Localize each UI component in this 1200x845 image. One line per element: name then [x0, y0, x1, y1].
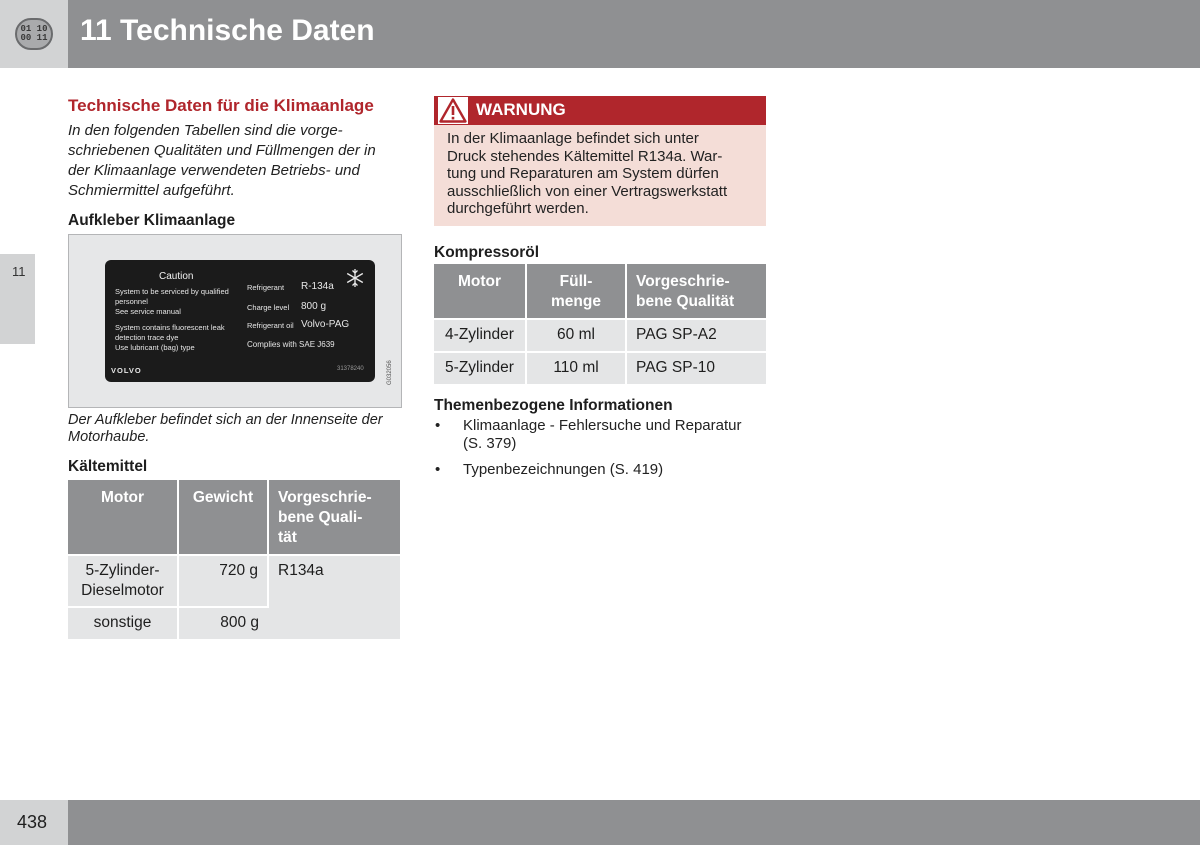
warning-line: Druck stehendes Kältemittel R134a. War-: [447, 147, 723, 165]
sticker-text: personnel: [115, 297, 148, 306]
cell-weight: 800 g: [178, 607, 268, 640]
cell-weight: 720 g: [178, 555, 268, 607]
sticker-oil-value: Volvo-PAG: [301, 319, 350, 330]
warning-title: WARNUNG: [476, 100, 566, 119]
column-header-quality: [268, 480, 400, 555]
column-header-weight: Gewicht: [178, 480, 268, 555]
chapter-icon-line: 00 11: [20, 33, 48, 43]
chapter-data-icon: [15, 18, 53, 50]
cell-line: Dieselmotor: [81, 582, 164, 599]
caption-line: Der Aufkleber befindet sich an der Innenseite der: [68, 412, 383, 428]
section-title: Technische Daten für die Klimaanlage: [68, 96, 374, 115]
chapter-side-tab: [0, 254, 35, 344]
sticker-text: System contains fluorescent leak: [115, 323, 225, 332]
page-title: 11 Technische Daten: [80, 14, 375, 47]
bullet-icon: •: [435, 417, 441, 434]
sticker-compliance: Complies with SAE J639: [247, 340, 335, 349]
snowflake-icon: [345, 268, 365, 288]
intro-line: In den folgenden Tabellen sind die vorge-: [68, 122, 343, 139]
warning-triangle-icon: [438, 97, 468, 124]
cell-amount: 60 ml: [526, 319, 626, 352]
cell-motor: 4-Zylinder: [434, 319, 526, 352]
warning-box: [434, 96, 766, 226]
header-line: bene Qualität: [636, 293, 735, 310]
cell-motor: 5-Zylinder: [434, 352, 526, 385]
header-line: Vorgeschrie-: [636, 273, 730, 290]
chapter-icon-line: 01 10: [20, 24, 48, 34]
table-row: [434, 352, 766, 385]
related-links-list: [434, 417, 774, 487]
sticker-caution: Caution: [159, 271, 194, 282]
intro-line: der Klimaanlage verwendeten Betriebs- und: [68, 162, 360, 179]
column-header-quality: [626, 264, 766, 319]
column-header-motor: Motor: [68, 480, 178, 555]
header-icon-area: [0, 0, 68, 68]
page-number: 438: [17, 812, 48, 832]
warning-text: [447, 130, 759, 218]
cell-line: 5-Zylinder-: [85, 562, 160, 579]
sticker-text: See service manual: [115, 307, 181, 316]
related-heading: Themenbezogene Informationen: [434, 397, 673, 414]
page-header: [0, 0, 1200, 68]
compressor-heading: Kompressoröl: [434, 244, 540, 261]
refrigerant-heading: Kältemittel: [68, 458, 148, 475]
compressor-oil-table: [434, 264, 766, 386]
sticker-brand: VOLVO: [111, 366, 142, 375]
header-line: Vorgeschrie-: [278, 489, 372, 506]
cell-motor: sonstige: [68, 607, 178, 640]
bullet-icon: •: [435, 461, 441, 478]
sticker-text: Use lubricant (bag) type: [115, 343, 195, 352]
sticker-image: [68, 234, 402, 408]
warning-sign-area: [438, 97, 468, 124]
table-row: [68, 555, 400, 607]
sticker-refrigerant-label: Refrigerant: [247, 283, 285, 292]
chapter-tab-label: 11: [12, 264, 26, 279]
related-link-item[interactable]: [434, 461, 774, 479]
column-header-motor: Motor: [434, 264, 526, 319]
table-row: [434, 319, 766, 352]
refrigerant-table: [68, 480, 400, 641]
cell-motor: [68, 555, 178, 607]
link-text: Typenbezeichnungen (S. 419): [463, 461, 664, 478]
header-line: Füll-: [559, 273, 593, 290]
sticker-heading: Aufkleber Klimaanlage: [68, 212, 236, 229]
column-header-amount: [526, 264, 626, 319]
warning-header: [434, 96, 766, 125]
link-page-ref: (S. 379): [463, 435, 517, 452]
warning-line: tung und Reparaturen am System dürfen: [447, 165, 719, 182]
cell-quality: R134a: [268, 555, 400, 640]
table-header-row: [68, 480, 400, 555]
warning-line: ausschließlich von einer Vertragswerkstatt: [447, 182, 728, 200]
warning-line: durchgeführt werden.: [447, 200, 589, 217]
intro-line: schriebenen Qualitäten und Füllmengen der in: [68, 142, 376, 159]
sticker-text: detection trace dye: [115, 333, 179, 342]
sticker-charge-label: Charge level: [247, 303, 290, 312]
sticker-charge-value: 800 g: [301, 301, 327, 312]
intro-line: Schmiermittel aufgeführt.: [68, 182, 235, 199]
caption-line: Motorhaube.: [68, 429, 150, 445]
link-text: Klimaanlage - Fehlersuche und Reparatur: [463, 417, 742, 434]
table-header-row: [434, 264, 766, 319]
related-link-item[interactable]: [434, 417, 774, 453]
sticker-part-number: 31378240: [337, 366, 364, 372]
sticker-refrigerant-value: R-134a: [301, 281, 334, 292]
image-code: G032056: [387, 360, 393, 385]
cell-quality: PAG SP-10: [626, 352, 766, 385]
page-footer: [0, 800, 1200, 845]
header-line: tät: [278, 529, 297, 546]
footer-page-area: [0, 800, 68, 845]
header-line: bene Quali-: [278, 509, 363, 526]
warning-line: In der Klimaanlage befindet sich unter: [447, 130, 699, 147]
cell-quality: PAG SP-A2: [626, 319, 766, 352]
sticker-text: System to be serviced by qualified: [115, 287, 229, 296]
intro-text: [68, 121, 403, 201]
ac-sticker: [105, 260, 375, 382]
cell-amount: 110 ml: [526, 352, 626, 385]
sticker-caption: [68, 412, 403, 446]
header-line: menge: [551, 293, 601, 310]
sticker-oil-label: Refrigerant oil: [247, 321, 294, 330]
